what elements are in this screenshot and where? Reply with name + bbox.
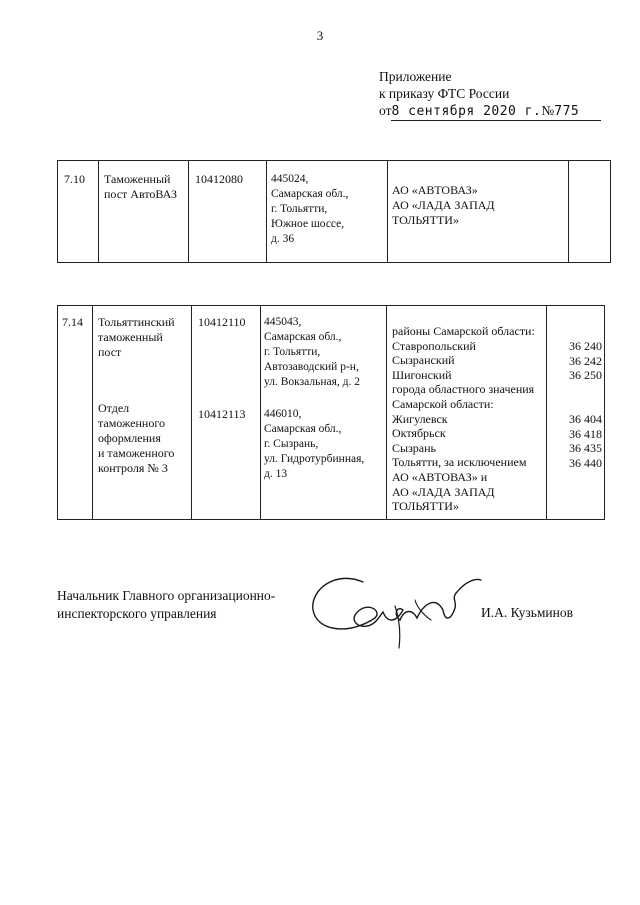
- number-prefix: №: [541, 103, 555, 118]
- territory-codes-group2: [552, 412, 602, 470]
- address-line: г. Сызрань,: [264, 438, 319, 450]
- territory-code: 36 240: [569, 339, 602, 353]
- address-line: 446010,: [264, 408, 302, 420]
- address-line: 445043,: [264, 316, 302, 328]
- table-row-7-14: [57, 305, 605, 520]
- post-name-line: оформления: [98, 431, 161, 445]
- region-line: АО «АВТОВАЗ»: [392, 183, 478, 197]
- post-name-line: Отдел: [98, 401, 130, 415]
- post-name-line: и таможенного: [98, 446, 175, 460]
- department-name: [98, 401, 174, 476]
- address-line: д. 13: [264, 468, 288, 480]
- appendix-title: Приложение: [379, 69, 452, 84]
- column-divider: [568, 161, 569, 262]
- post-code: 10412110: [198, 315, 246, 329]
- page-number: 3: [316, 28, 324, 43]
- address-line: Самарская обл.,: [264, 423, 342, 435]
- signatory-title: [57, 587, 275, 623]
- territory-code: 36 242: [569, 353, 602, 368]
- address-line: ул. Гидротурбинная,: [264, 453, 365, 465]
- address-line: г. Тольятти,: [264, 346, 321, 358]
- signatory-title-line: Начальник Главного организационно-: [57, 588, 276, 603]
- post-name-line: Таможенный: [104, 172, 171, 186]
- address-line: Самарская обл.,: [271, 188, 349, 200]
- post-name-line: контроля № 3: [98, 461, 168, 475]
- address-line: 445024,: [271, 173, 309, 185]
- region-line: АО «ЛАДА ЗАПАД: [392, 198, 495, 212]
- region-line: Шигонский: [392, 367, 452, 382]
- territory-code: 36 418: [569, 426, 602, 441]
- date-prefix: от: [379, 103, 392, 118]
- address-line: Самарская обл.,: [264, 331, 342, 343]
- region-line: Тольятти, за исключением: [392, 455, 527, 470]
- column-divider: [387, 161, 388, 262]
- region-line: районы Самарской области:: [392, 324, 535, 338]
- post-name-line: пост АвтоВАЗ: [104, 187, 178, 201]
- post-name: [104, 172, 177, 202]
- address-line: г. Тольятти,: [271, 203, 328, 215]
- territory-codes-group1: [552, 339, 602, 383]
- post-code: 10412080: [195, 172, 243, 186]
- region-line: Жигулевск: [392, 411, 448, 426]
- appendix-date-line: [379, 102, 579, 120]
- address-line: ул. Вокзальная, д. 2: [264, 376, 360, 388]
- row-number: 7.14: [62, 315, 83, 329]
- signatory-title-line: инспекторского управления: [57, 606, 217, 621]
- table-row-7-10: [57, 160, 611, 263]
- column-divider: [188, 161, 189, 262]
- address-line: д. 36: [271, 233, 295, 245]
- post-address: [271, 172, 348, 247]
- region-list: [392, 324, 535, 514]
- handwritten-signature: [305, 560, 485, 650]
- order-date: 8 сентября 2020 г.: [391, 104, 542, 119]
- column-divider: [98, 161, 99, 262]
- post-name-line: таможенный: [98, 330, 163, 344]
- post-name-line: таможенного: [98, 416, 165, 430]
- region-line: Сызранский: [392, 353, 455, 368]
- address-line: Автозаводский р-н,: [264, 361, 359, 373]
- region-line: ТОЛЬЯТТИ»: [392, 499, 459, 514]
- post-name-line: Тольяттинский: [98, 315, 175, 329]
- region-line: Сызрань: [392, 440, 437, 455]
- territory-code: 36 435: [569, 441, 602, 456]
- post-name-line: пост: [98, 345, 122, 359]
- appendix-header: [379, 68, 579, 120]
- department-address: [264, 407, 364, 482]
- row-number: 7.10: [64, 172, 85, 186]
- region-line: Октябрьск: [392, 426, 446, 441]
- column-divider: [266, 161, 267, 262]
- order-number: 775: [554, 104, 580, 119]
- territory-code: 36 440: [569, 455, 602, 470]
- column-divider: [546, 306, 547, 519]
- address-line: Южное шоссе,: [271, 218, 345, 230]
- column-divider: [92, 306, 93, 519]
- territory-code: 36 250: [569, 368, 602, 383]
- signatory-name: И.А. Кузьминов: [481, 605, 573, 620]
- column-divider: [260, 306, 261, 519]
- region-description: [392, 183, 495, 228]
- column-divider: [386, 306, 387, 519]
- region-line: ТОЛЬЯТТИ»: [392, 213, 459, 227]
- territory-code: 36 404: [569, 412, 602, 426]
- post-name: [98, 315, 175, 360]
- date-underline: [391, 120, 601, 121]
- column-divider: [191, 306, 192, 519]
- region-line: АО «АВТОВАЗ» и: [392, 469, 488, 484]
- region-line: Ставропольский: [392, 338, 476, 353]
- region-line: Самарской области:: [392, 396, 494, 411]
- department-code: 10412113: [198, 407, 246, 421]
- region-line: АО «ЛАДА ЗАПАД: [392, 484, 495, 499]
- region-line: города областного значения: [392, 382, 535, 397]
- appendix-order: к приказу ФТС России: [379, 86, 510, 101]
- post-address: [264, 315, 360, 390]
